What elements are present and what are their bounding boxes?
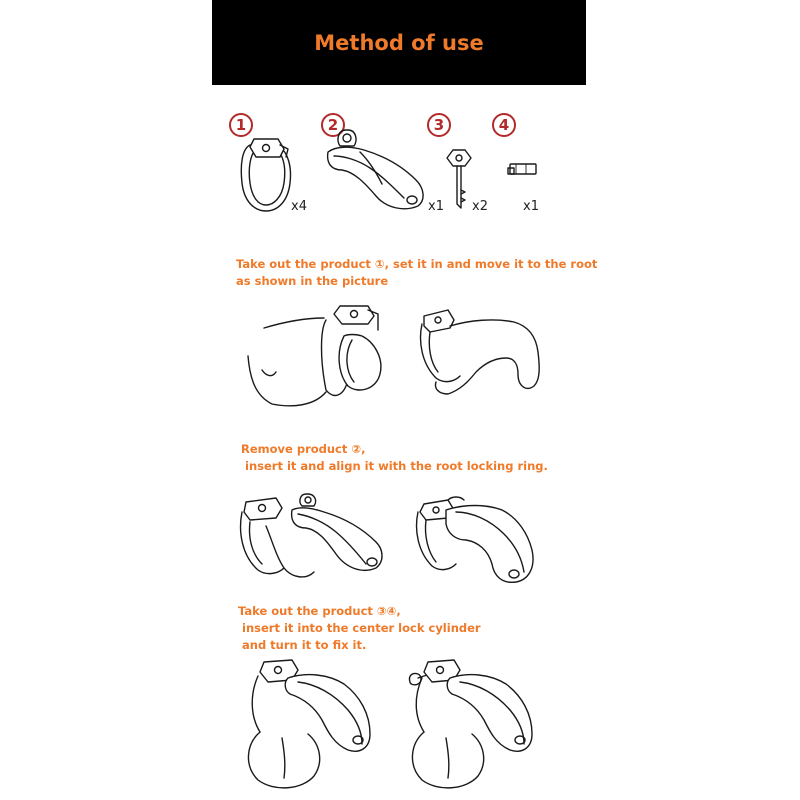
key-icon [445, 148, 475, 210]
step-2-illustration-a [236, 488, 388, 584]
step-3-instruction: Take out the product ③④, insert it into the center lock cylinder and turn it to fix it. [238, 604, 481, 652]
cage-icon [324, 126, 426, 216]
part-qty-4: x1 [523, 199, 539, 214]
part-number-1: 1 [229, 113, 253, 137]
header-bar [212, 0, 586, 85]
step-1-illustration-a [244, 300, 390, 408]
part-qty-1: x4 [291, 199, 307, 214]
part-qty-3: x2 [472, 199, 488, 214]
step-2-illustration-b [412, 490, 544, 586]
lock-cylinder-icon [506, 160, 540, 180]
page-title: Method of use [314, 30, 484, 55]
part-number-4: 4 [492, 113, 516, 137]
step-3-illustration-b [404, 654, 538, 792]
step-2-instruction: Remove product ②, insert it and align it with the root locking ring. [241, 442, 548, 473]
part-qty-2: x1 [428, 199, 444, 214]
step-1-illustration-b [414, 302, 552, 398]
ring-icon [236, 135, 296, 215]
step-3-illustration-a [240, 654, 376, 792]
step-1-instruction: Take out the product ①, set it in and move it to the root as shown in the picture [236, 257, 598, 288]
part-number-3: 3 [427, 113, 451, 137]
part-number-2: 2 [321, 113, 345, 137]
